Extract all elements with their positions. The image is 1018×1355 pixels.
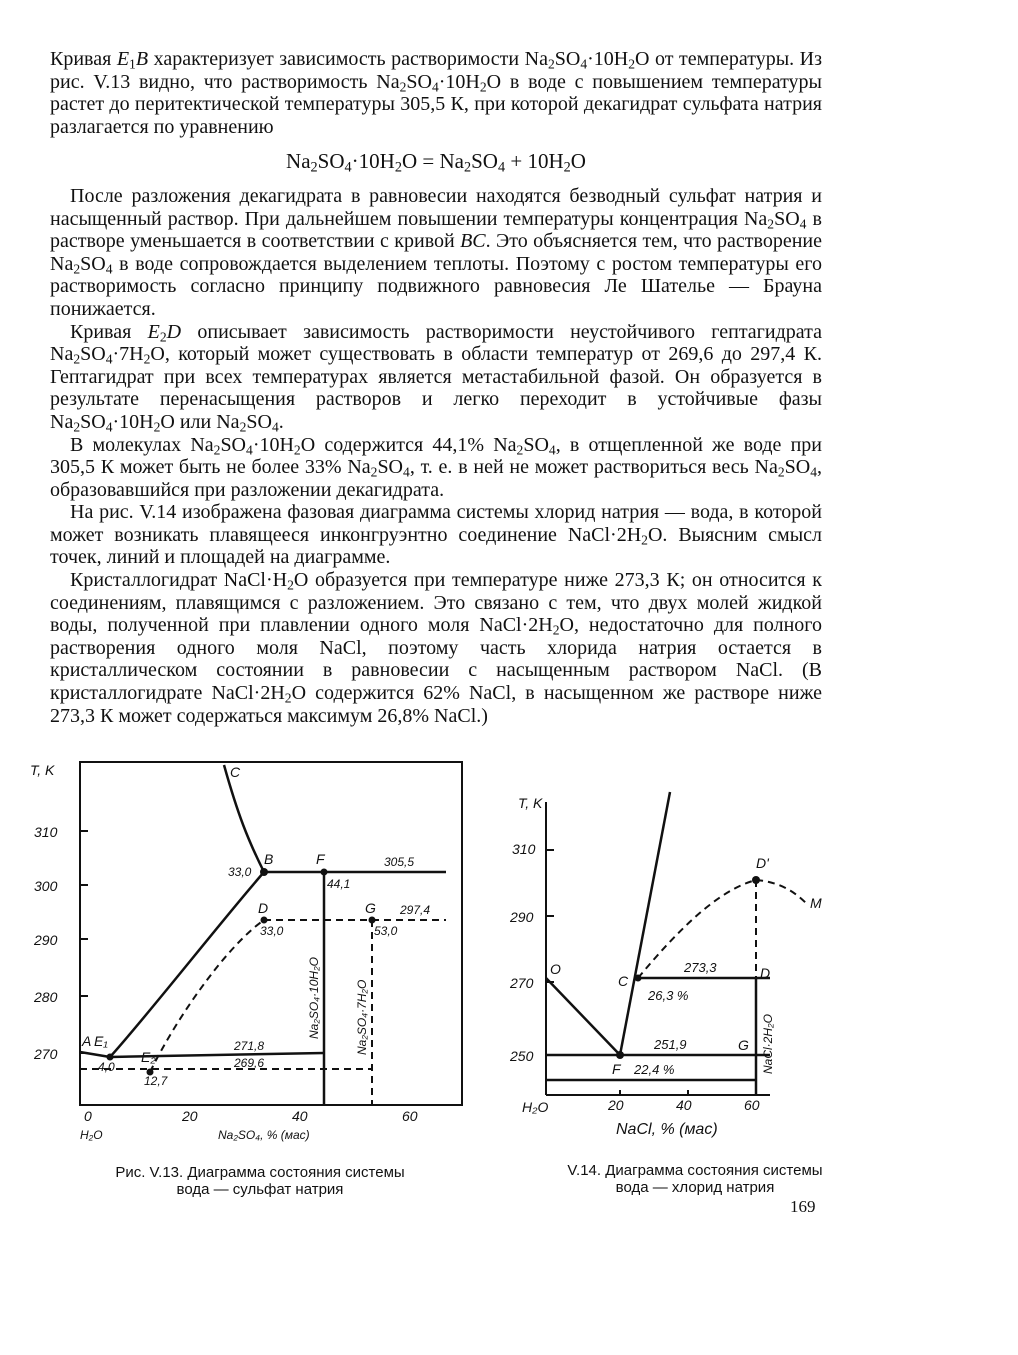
text-run: 2 (641, 532, 648, 548)
fig14-caption (560, 1162, 830, 1196)
text-run: 2 (287, 577, 294, 593)
fig13-xtick-40: 40 (292, 1108, 308, 1124)
fig14-x-axis-label: NaCl, % (мас) (616, 1121, 718, 1138)
text-run: 2 (73, 261, 81, 277)
text-run: SO (554, 48, 581, 70)
label-point-o: O (550, 961, 561, 977)
label-point-f: F (316, 851, 325, 867)
label-point-d-prime: D' (756, 855, 769, 871)
value-b-330: 33,0 (228, 865, 252, 879)
paragraph-4 (50, 434, 822, 502)
text-run: 4 (271, 419, 279, 435)
text-run: E (147, 320, 160, 343)
text-run: 2 (213, 441, 221, 457)
text-run: ·7H (112, 343, 144, 366)
value-2718: 271,8 (234, 1039, 265, 1053)
label-point-e1: E₁ (94, 1033, 108, 1049)
label-point-g14: G (738, 1037, 749, 1053)
page-number: 169 (790, 1197, 816, 1216)
text-run: 4 (431, 78, 439, 94)
paragraph-6 (50, 569, 822, 727)
text-run: 4 (344, 159, 352, 176)
curve-cb (224, 765, 264, 872)
text-run: 2 (463, 159, 472, 176)
text-run: После разложения декагидрата в равновесии находятся безводный сульфат натрия и насыщенный раствор. При дальнейшем повышении температуры концентрация Na (50, 184, 822, 230)
text-run: 2 (159, 328, 167, 344)
text-run: 1 (129, 56, 136, 72)
text-run: 2 (239, 419, 247, 435)
text-run: 2 (284, 690, 292, 706)
text-run: O или Na (160, 410, 240, 433)
text-run: 2 (516, 441, 524, 457)
text-run: 4 (246, 441, 253, 457)
label-point-a: A (82, 1033, 92, 1049)
text-run: Кривая (50, 48, 117, 70)
text-run: O содержится 62% NaCl, в насыщенном же растворе ниже 273,3 К может содержаться максимум 26,8% NaCl.) (50, 682, 822, 727)
text-run: 4 (580, 56, 588, 72)
value-d-330: 33,0 (260, 924, 284, 938)
fig14-ytick-270: 270 (510, 975, 534, 991)
text-run: в воде сопровождается выделением теплоты. Поэтому с ростом температуры его растворимость согласно принципу подвижного равновесия Ле Шателье — Брауна понижается. (50, 252, 822, 320)
fig13-xtick-60: 60 (402, 1108, 418, 1124)
value-224: 22,4 % (634, 1062, 675, 1077)
fig13-caption-line2: вода — сульфат натрия (176, 1181, 344, 1198)
point-f14 (616, 1051, 624, 1059)
text-run: 2 (394, 159, 402, 176)
text-run: B (135, 48, 149, 70)
text-run: SO (377, 456, 404, 479)
point-d (261, 917, 268, 924)
text-run: ·10H (112, 410, 154, 433)
fig13-xtick-0: 0 (84, 1108, 92, 1124)
fig14-y-axis-label: T, K (518, 795, 543, 811)
point-g (369, 917, 376, 924)
label-point-f14: F (612, 1061, 621, 1077)
curve-fc (620, 792, 670, 1055)
fig13-ytick-290: 290 (34, 932, 58, 948)
text-run: 4 (105, 261, 113, 277)
text-run: O образуется при температуре ниже 273,3 К; он относится к соединениям, плавящимся с разложением. Это связано с тем, что двух молей жидкой воды, полученной при плавлении одного моля NaCl·2H (50, 569, 822, 637)
value-2519: 251,9 (654, 1037, 687, 1052)
text-run: 4 (548, 441, 556, 457)
fig14-xtick-40: 40 (676, 1097, 692, 1113)
text-run: . (278, 410, 284, 433)
text-run: SO (246, 410, 272, 433)
fig13-y-axis-label: T, K (30, 762, 55, 778)
fig14-xtick-60: 60 (744, 1097, 760, 1113)
figure-v14-diagram (508, 790, 838, 1150)
text-run: На рис. V.14 изображена фазовая диаграмма системы хлорид натрия — вода, в которой может возникать плавящееся инконгруэнтно соединение NaCl·2H (50, 501, 822, 546)
label-point-b: B (264, 851, 274, 867)
fig14-xtick-20: 20 (608, 1097, 624, 1113)
text-run: , т. е. в ней не может раствориться весь Na (409, 456, 778, 479)
text-run: O = Na (401, 149, 464, 174)
text-run: В молекулах Na (70, 433, 214, 456)
text-run: O (570, 149, 586, 174)
text-run: в растворе уменьшается в соответствии с кривой (50, 207, 822, 253)
text-run: SO (317, 149, 345, 174)
text-run: BC (460, 230, 486, 253)
value-127: 12,7 (144, 1074, 168, 1088)
phase-label-dihydrate: NaCl·2H₂O (761, 1014, 775, 1074)
text-run: SO (80, 343, 106, 366)
label-point-e2: E₂ (141, 1049, 156, 1065)
fig14-ytick-290: 290 (510, 909, 534, 925)
curve-of (546, 978, 620, 1055)
value-2733: 273,3 (684, 960, 717, 975)
text-run: 2 (370, 464, 378, 480)
text-run: D (166, 320, 182, 343)
paragraph-1 (50, 48, 822, 138)
label-point-d: D (258, 900, 269, 916)
text-run: 4 (105, 351, 113, 367)
text-run: 4 (799, 215, 807, 231)
text-run: O содержится 44,1% Na (300, 433, 517, 456)
text-run: 4 (105, 419, 113, 435)
fig13-ytick-310: 310 (34, 824, 58, 840)
text-run: , образовавшийся при разложении декагидрата. (50, 456, 822, 501)
text-run: O, недостаточно для полного растворения одного моля NaCl, поэтому часть хлорида натрия остается в кристаллическом состоянии в равновесии с насыщенным раствором NaCl. (В кристаллогидрате NaCl·2H (50, 614, 822, 705)
main-text (50, 48, 822, 727)
fig13-ytick-300: 300 (34, 878, 58, 894)
fig13-ytick-270: 270 (34, 1046, 58, 1062)
equation (50, 149, 822, 176)
text-run: SO (471, 149, 498, 174)
text-run: . Это объясняется тем, что растворение Na (50, 230, 822, 275)
fig13-xtick-20: 20 (182, 1108, 198, 1124)
text-run: SO (80, 410, 106, 433)
label-point-m: M (810, 895, 822, 911)
paragraph-3 (50, 321, 822, 434)
text-run: 2 (767, 215, 775, 231)
text-run: O от температуры. Из рис. V.13 видно, что растворимость Na (50, 48, 822, 93)
fig13-caption (80, 1164, 440, 1198)
value-3055: 305,5 (384, 855, 415, 869)
text-run: SO (406, 70, 432, 93)
text-run: 2 (547, 56, 555, 72)
value-40: 4,0 (98, 1060, 115, 1074)
label-point-c: C (230, 764, 241, 780)
fig13-ytick-280: 280 (34, 989, 58, 1005)
text-run: 2 (153, 419, 161, 435)
text-run: 2 (293, 441, 301, 457)
curve-d1m (756, 880, 808, 905)
text-run: Na (286, 149, 311, 174)
curve-ae1 (80, 1052, 110, 1057)
phase-label-heptahydrate: Na₂SO₄·7H₂O (355, 979, 369, 1055)
text-run: SO (80, 252, 106, 275)
text-run: SO (220, 433, 247, 456)
text-run: 2 (143, 351, 151, 367)
paragraph-2 (50, 185, 822, 321)
fig13-caption-line1: Рис. V.13. Диаграмма состояния системы (115, 1164, 405, 1181)
text-run: 4 (403, 464, 410, 480)
fig14-ytick-250: 250 (510, 1048, 534, 1064)
paragraph-5 (50, 501, 822, 569)
fig13-x-origin-label: H₂O (80, 1128, 103, 1142)
text-run: ·10H (587, 48, 629, 70)
text-run: 2 (73, 419, 81, 435)
text-run: ·10H (351, 149, 395, 174)
point-f (321, 869, 328, 876)
text-run: + 10H (505, 149, 564, 174)
value-2696: 269,6 (234, 1056, 265, 1070)
text-run: E (116, 48, 130, 70)
figure-v13-diagram (28, 755, 468, 1150)
text-run: ·10H (252, 433, 294, 456)
fig14-caption-line2: вода — хлорид натрия (615, 1179, 775, 1196)
text-run: характеризует зависимость растворимости Na (148, 48, 548, 70)
phase-label-decahydrate: Na₂SO₄·10H₂O (307, 957, 321, 1039)
text-run: 2 (552, 622, 560, 638)
point-d1 (752, 876, 760, 884)
text-run: Кристаллогидрат NaCl·H (70, 569, 288, 592)
fig14-ytick-310: 310 (512, 841, 536, 857)
text-run: 2 (399, 78, 407, 94)
text-run: SO (523, 433, 549, 456)
text-run: Кривая (70, 320, 148, 343)
text-run: 2 (310, 159, 318, 176)
fig13-x-axis-label: Na₂SO₄, % (мас) (218, 1128, 310, 1142)
label-point-d14: D (760, 965, 771, 981)
value-2974: 297,4 (400, 903, 431, 917)
point-c14 (635, 975, 642, 982)
value-263: 26,3 % (648, 988, 689, 1003)
point-b (260, 868, 268, 876)
text-run: O в воде с повышением температуры растет до перитектической температуры 305,5 К, при которой декагидрат сульфата натрия разлагается по уравнению (50, 70, 822, 138)
text-run: 2 (479, 78, 487, 94)
value-441: 44,1 (327, 877, 351, 891)
text-run: O, который может существовать в области температур от 269,6 до 297,4 К. Гептагидрат при всех температурах является метастабильной фазой. Он образуется в результате перенасыщения растворов и легко переходит в устойчивые фазы Na (50, 343, 822, 433)
text-run: , в отщепленной же воде при 305,5 К может быть не более 33% Na (50, 433, 822, 479)
curve-e1b (110, 872, 264, 1057)
text-run: 2 (628, 56, 636, 72)
text-run: SO (784, 456, 811, 479)
text-run: O. Выясним смысл точек, линий и площадей на диаграмме. (50, 523, 822, 569)
text-run: 2 (563, 159, 571, 176)
label-point-c14: C (618, 973, 629, 989)
text-run: 4 (810, 464, 817, 480)
text-run: SO (774, 207, 800, 230)
text-run: 4 (497, 159, 506, 176)
text-run: 2 (777, 464, 785, 480)
value-530: 53,0 (374, 924, 398, 938)
text-run: описывает зависимость растворимости неустойчивого гептагидрата Na (50, 320, 822, 366)
label-point-g: G (365, 900, 376, 916)
text-run: 2 (73, 351, 81, 367)
fig14-x-origin-label: H₂O (522, 1099, 549, 1115)
text-run: ·10H (438, 70, 480, 93)
fig14-caption-line1: V.14. Диаграмма состояния системы (567, 1162, 823, 1179)
